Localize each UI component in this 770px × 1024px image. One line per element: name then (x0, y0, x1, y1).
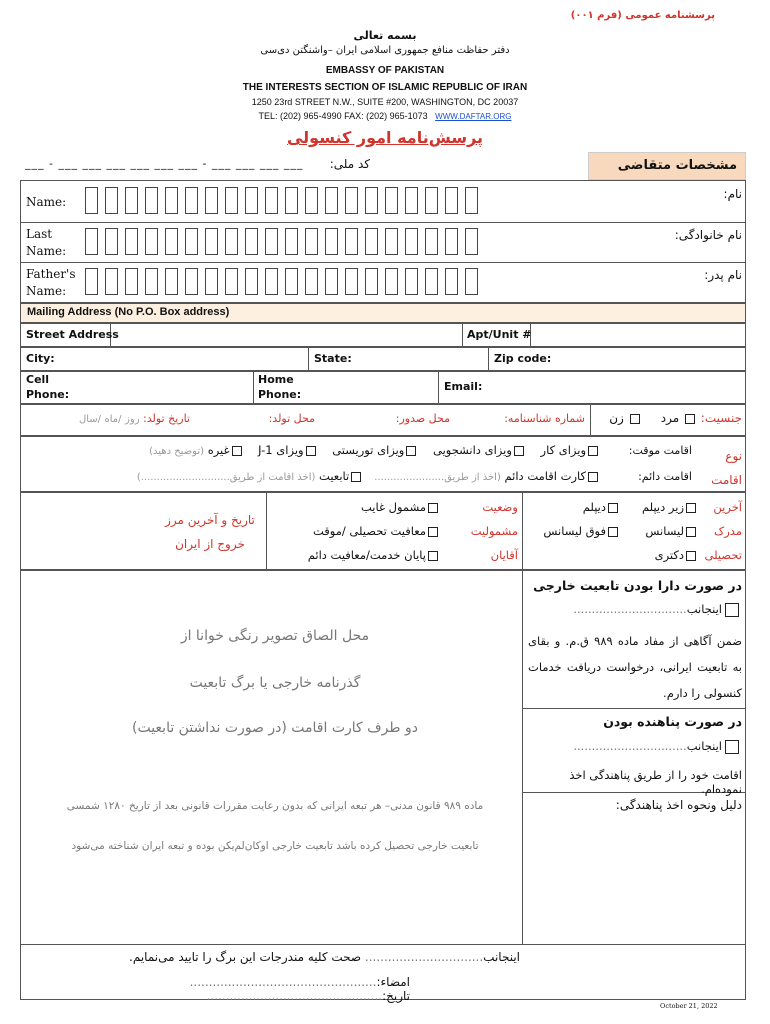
military-label (448, 495, 518, 567)
tourist-visa-checkbox[interactable] (406, 446, 416, 456)
day-hint: روز (125, 414, 140, 425)
char-box[interactable] (425, 228, 438, 255)
form-code: پرسشنامه عمومی (فرم ۰۰۱) (570, 10, 715, 21)
char-box[interactable] (345, 187, 358, 214)
education-word1: آخرین (713, 500, 742, 514)
gender-label: جنسیت: (700, 411, 742, 425)
name-label-fa: نام: (723, 187, 742, 201)
confirm-name-dots[interactable]: ............................... (364, 950, 484, 964)
green-card-label: کارت اقامت دائم (504, 469, 586, 483)
applicant-section-header (588, 152, 746, 180)
char-box[interactable] (345, 268, 358, 295)
month-hint: /ماه (104, 414, 122, 425)
year-hint: /سال (78, 414, 102, 425)
birth-place-label: محل تولد: (268, 412, 315, 425)
diploma-checkbox[interactable] (608, 503, 618, 513)
refugee-undersigned-row (528, 739, 742, 754)
confirm-text: صحت کلیه مندرجات این برگ را تایید می‌نمایم. (129, 950, 362, 964)
contact-line (0, 111, 770, 121)
refugee-text: اقامت خود را از طریق پناهندگی اخذ نموده‌ام. (569, 768, 742, 796)
city-label: City: (26, 352, 55, 365)
exit-date-label (160, 508, 260, 556)
char-box[interactable] (205, 268, 218, 295)
foreign-name-dots[interactable]: ............................... (573, 602, 687, 616)
char-box[interactable] (265, 187, 278, 214)
char-box[interactable] (285, 187, 298, 214)
work-visa-label: ویزای کار (540, 443, 586, 457)
residence-type-word1: نوع (725, 449, 742, 463)
char-box[interactable] (165, 187, 178, 214)
char-box[interactable] (185, 268, 198, 295)
char-box[interactable] (85, 268, 98, 295)
char-box[interactable] (405, 228, 418, 255)
char-box[interactable] (245, 187, 258, 214)
other-visa-checkbox[interactable] (232, 446, 242, 456)
below-diploma-checkbox[interactable] (686, 503, 696, 513)
exit-date-word2: خروج از ایران (175, 537, 245, 551)
bachelor-checkbox[interactable] (686, 527, 696, 537)
phone-row (20, 371, 746, 404)
birth-date-label: تاریخ تولد: (143, 412, 190, 425)
female-checkbox[interactable] (630, 414, 640, 424)
char-box[interactable] (225, 228, 238, 255)
refugee-name-dots[interactable]: ............................... (573, 739, 687, 753)
char-box[interactable] (85, 228, 98, 255)
char-box[interactable] (245, 228, 258, 255)
education-word3: تحصیلی (704, 548, 742, 562)
military-word2: مشمولیت (470, 524, 518, 538)
j1-visa-checkbox[interactable] (306, 446, 316, 456)
date-dots[interactable]: .............................................. (206, 989, 383, 1003)
char-box[interactable] (205, 187, 218, 214)
signature-label: امضاء: (376, 975, 410, 989)
street-input[interactable] (112, 325, 460, 345)
photo-instruction-2: گذرنامه خارجی یا برگ تابعیت (189, 675, 361, 691)
fathername-label-fa: نام پدر: (704, 268, 742, 282)
char-box[interactable] (425, 268, 438, 295)
char-box[interactable] (305, 228, 318, 255)
mailing-title: Mailing Address (No P.O. Box address) (27, 306, 230, 318)
email-label: Email: (444, 380, 483, 393)
char-box[interactable] (265, 268, 278, 295)
confirmation-line (100, 950, 520, 964)
char-box[interactable] (385, 187, 398, 214)
name-input-grid[interactable] (85, 187, 478, 214)
char-box[interactable] (105, 187, 118, 214)
char-box[interactable] (225, 268, 238, 295)
bismillah: بسمه تعالی (353, 29, 417, 42)
name-label-en: Name: (26, 195, 67, 209)
law-text-1: ماده ۹۸۹ قانون مدنی– هر تبعه ایرانی که بدون رعایت مقررات قانونی بعد از تاریخ ۱۲۸۰ شمسی (66, 800, 484, 812)
refugee-undersigned-label: اینجانب (686, 739, 722, 753)
zip-label: Zip code: (494, 352, 552, 365)
national-code-field[interactable]: ___ - ___ ___ ___ ___ ___ ___ - ___ ___ ___ ___ (25, 157, 304, 170)
char-box[interactable] (445, 228, 458, 255)
education-options-left (530, 495, 620, 543)
student-exempt-label: معافیت تحصیلی /موقت (312, 524, 426, 538)
char-box[interactable] (205, 228, 218, 255)
student-exempt-checkbox[interactable] (428, 527, 438, 537)
photo-instruction-1: محل الصاق تصویر رنگی خوانا از (180, 628, 370, 644)
fathername-input-grid[interactable] (85, 268, 478, 295)
citizenship-label: تابعیت (319, 469, 350, 483)
date-label: تاریخ: (382, 989, 410, 1003)
lastname-input-grid[interactable] (85, 228, 478, 255)
char-box[interactable] (305, 187, 318, 214)
id-number-label: شماره شناسنامه: (504, 412, 585, 425)
completed-label: پایان خدمت/معافیت دائم (307, 548, 426, 562)
apt-label: Apt/Unit # (467, 328, 532, 341)
male-checkbox[interactable] (685, 414, 695, 424)
mailing-header (20, 303, 746, 323)
char-box[interactable] (185, 187, 198, 214)
phd-label: دکتری (654, 548, 684, 562)
diploma-label: دیپلم (582, 500, 606, 514)
student-visa-checkbox[interactable] (514, 446, 524, 456)
student-visa-label: ویزای دانشجویی (433, 443, 512, 457)
char-box[interactable] (285, 268, 298, 295)
char-box[interactable] (105, 228, 118, 255)
form-title: پرسش‌نامه امور کنسولی (286, 128, 484, 147)
citizenship-hint: (اخذ اقامت از طریق............................) (136, 472, 316, 483)
office-name-fa: دفتر حفاظت منافع جمهوری اسلامی ایران –واشنگتن دی‌سی (260, 45, 510, 56)
char-box[interactable] (245, 268, 258, 295)
green-card-hint: (اخذ از طریق...................... (374, 472, 501, 483)
char-box[interactable] (405, 187, 418, 214)
embassy-name: EMBASSY OF PAKISTAN (325, 65, 445, 76)
residence-type-word2: اقامت (711, 473, 742, 487)
military-options (290, 495, 440, 567)
char-box[interactable] (465, 187, 478, 214)
city-row (20, 347, 746, 371)
other-visa-hint: (توضیح دهید) (149, 446, 205, 457)
residence-type-label (700, 444, 742, 492)
national-code-label: کد ملی: (329, 157, 370, 171)
char-box[interactable] (445, 187, 458, 214)
male-label: مرد (660, 411, 680, 425)
female-label: زن (609, 411, 624, 425)
char-box[interactable] (345, 228, 358, 255)
refugee-reason-label: دلیل ونحوه اخذ پناهندگی: (615, 798, 742, 812)
military-word3: آقایان (490, 548, 518, 562)
foreign-undersigned-row (528, 602, 742, 617)
char-box[interactable] (325, 268, 338, 295)
refugee-checkbox[interactable] (725, 740, 739, 754)
char-box[interactable] (385, 228, 398, 255)
birth-date-field[interactable] (30, 412, 190, 425)
lastname-label-fa: نام خانوادگی: (674, 228, 742, 242)
char-box[interactable] (165, 228, 178, 255)
work-visa-checkbox[interactable] (588, 446, 598, 456)
char-box[interactable] (145, 268, 158, 295)
phd-checkbox[interactable] (686, 551, 696, 561)
cell-phone-label: Cell Phone: (26, 373, 70, 401)
j1-visa-label: ویزای J-1 (258, 443, 304, 457)
section-name: THE INTERESTS SECTION OF ISLAMIC REPUBLIC OF IRAN (242, 82, 528, 93)
signature-dots[interactable]: ................................................. (189, 975, 377, 989)
absent-label: مشمول غایب (360, 500, 426, 514)
char-box[interactable] (465, 228, 478, 255)
char-box[interactable] (365, 228, 378, 255)
bachelor-label: لیسانس (645, 524, 684, 538)
master-checkbox[interactable] (608, 527, 618, 537)
char-box[interactable] (285, 228, 298, 255)
footer-date: October 21, 2022 (660, 1002, 718, 1010)
address: 1250 23rd STREET N.W., SUITE #200, WASHINGTON, DC 20037 (251, 97, 519, 107)
char-box[interactable] (365, 268, 378, 295)
fathername-label-en: Father's Name: (26, 267, 76, 298)
char-box[interactable] (325, 187, 338, 214)
refugee-title: در صورت پناهنده بودن (603, 714, 742, 729)
foreign-citizenship-checkbox[interactable] (725, 603, 739, 617)
photo-instruction-3: دو طرف کارت اقامت (در صورت نداشتن تابعیت) (131, 720, 418, 736)
home-phone-label: Home Phone: (258, 373, 302, 401)
gender-field (592, 411, 742, 425)
char-box[interactable] (365, 187, 378, 214)
exit-date-word1: تاریخ و آخرین مرز (165, 513, 255, 527)
char-box[interactable] (325, 228, 338, 255)
char-box[interactable] (445, 268, 458, 295)
foreign-undersigned-label: اینجانب (686, 602, 722, 616)
char-box[interactable] (405, 268, 418, 295)
char-box[interactable] (305, 268, 318, 295)
tel-fax: TEL: (202) 965-4990 FAX: (202) 965-1073 (258, 111, 428, 121)
signature-line (90, 975, 410, 1003)
char-box[interactable] (125, 228, 138, 255)
permanent-options (110, 469, 600, 483)
char-box[interactable] (385, 268, 398, 295)
char-box[interactable] (125, 187, 138, 214)
char-box[interactable] (225, 187, 238, 214)
temporary-options (140, 443, 600, 457)
citizenship-checkbox[interactable] (351, 472, 361, 482)
char-box[interactable] (425, 187, 438, 214)
char-box[interactable] (145, 187, 158, 214)
master-label: فوق لیسانس (543, 524, 606, 538)
tourist-visa-label: ویزای توریستی (332, 443, 405, 457)
military-word1: وضعیت (482, 500, 518, 514)
issue-place-label: محل صدور: (395, 412, 450, 425)
foreign-citizenship-title: در صورت دارا بودن تابعیت خارجی (533, 578, 742, 593)
char-box[interactable] (265, 228, 278, 255)
education-word2: مدرک (713, 524, 742, 538)
char-box[interactable] (125, 268, 138, 295)
char-box[interactable] (465, 268, 478, 295)
absent-checkbox[interactable] (428, 503, 438, 513)
foreign-citizenship-text: ضمن آگاهی از مفاد ماده ۹۸۹ ق.م. و بقای به تابعیت ایرانی، درخواست دریافت خدمات کنسولی را دارم. (528, 634, 742, 700)
street-label: Street Address (26, 328, 119, 341)
below-diploma-label: زیر دیپلم (641, 500, 684, 514)
education-options-right (620, 495, 698, 567)
education-label (700, 495, 742, 567)
green-card-checkbox[interactable] (588, 472, 598, 482)
website-link[interactable]: WWW.DAFTAR.ORG (435, 112, 512, 121)
char-box[interactable] (185, 228, 198, 255)
state-label: State: (314, 352, 352, 365)
law-text-2: تابعیت خارجی تحصیل کرده باشد تابعیت خارجی اوکان‌لم‌یکن بوده و تبعه ایران شناخته می‌شود (71, 840, 479, 852)
applicant-section-title: مشخصات متقاضی (617, 158, 737, 173)
apt-input[interactable] (532, 325, 744, 345)
temporary-residence-label: اقامت موقت: (628, 444, 692, 457)
char-box[interactable] (145, 228, 158, 255)
char-box[interactable] (105, 268, 118, 295)
permanent-residence-label: اقامت دائم: (638, 470, 692, 483)
other-visa-label: غیره (207, 443, 230, 457)
lastname-label-en: Last Name: (26, 227, 67, 258)
completed-checkbox[interactable] (428, 551, 438, 561)
char-box[interactable] (85, 187, 98, 214)
char-box[interactable] (165, 268, 178, 295)
confirm-undersigned: اینجانب (483, 950, 520, 964)
